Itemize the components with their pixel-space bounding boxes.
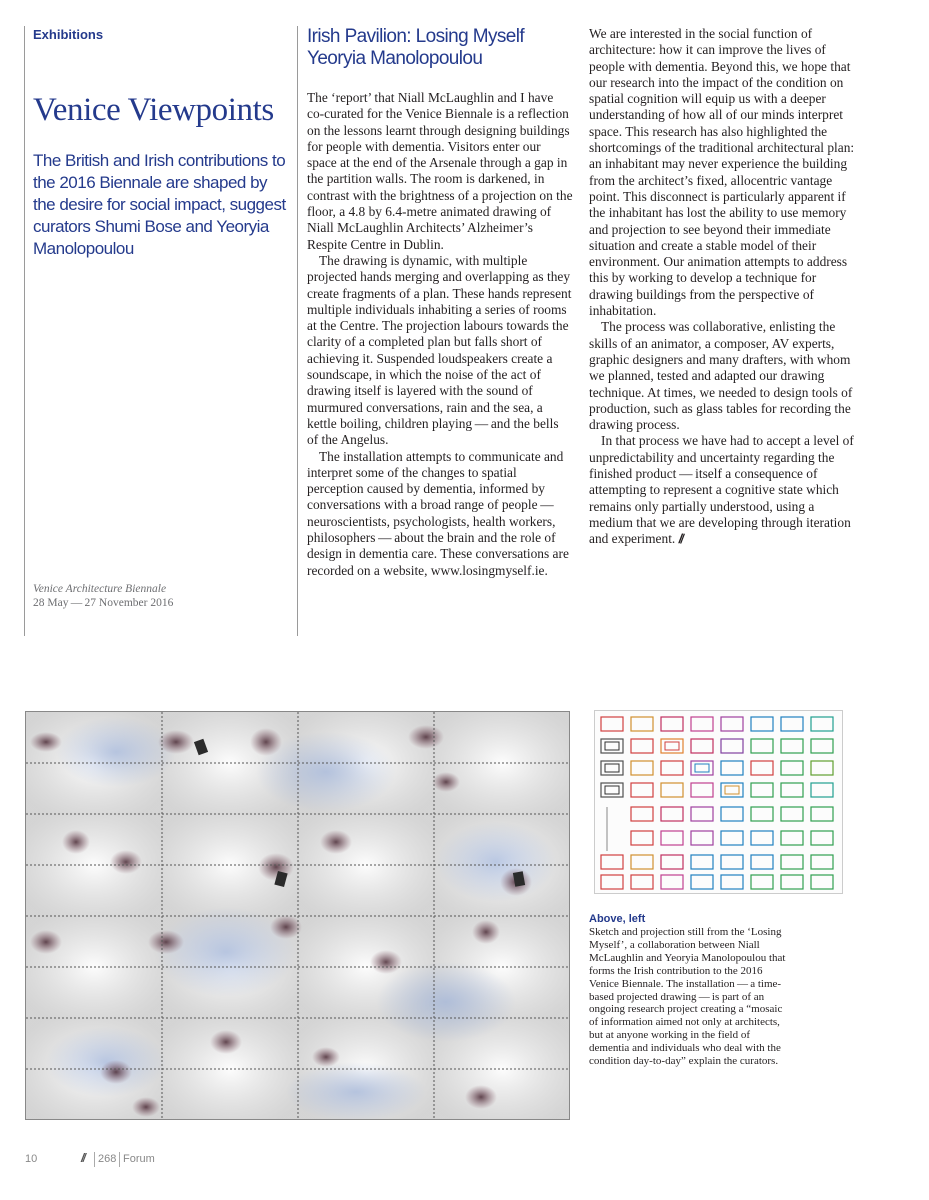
body-paragraph	[589, 433, 859, 547]
page-title: Venice Viewpoints	[33, 92, 274, 128]
article-title-line-1: Irish Pavilion: Losing Myself	[307, 26, 525, 47]
end-mark-icon: /̸	[678, 531, 683, 547]
body-paragraph: The ‘report’ that Niall McLaughlin and I have co-curated for the Venice Biennale is a reflection on the lessons learnt through designing buildings for people with dementia. Visitors enter our space at the end of the Arsenale through a gap in the partition walls. The room is darkened, in contrast with the brightness of a projection on the floor, a 4.8 by 6.4-metre animated drawing of Niall McLaughlin Architects’ Alzheimer’s Respite Centre in Dublin.	[307, 90, 573, 252]
divider	[119, 1152, 120, 1167]
body-paragraph: The installation attempts to communicate and interpret some of the changes to spatial perception caused by dementia, informed by conversations with a broad range of people — neuroscientists, psychologists, health workers, philosophers — about the brain and the role of design in dementia care. These conversations are recorded on a website, www.losingmyself.ie.	[307, 448, 569, 578]
event-dates: 28 May — 27 November 2016	[33, 597, 174, 609]
sketch-graphic	[595, 711, 843, 894]
event-info	[33, 582, 173, 610]
body-paragraph: We are interested in the social function of architecture: how it can improve the lives of people with dementia. Beyond this, we hope that our research into the impact of the condition on spatial cognition will equip us with a deeper understanding of how all of our minds interpret space. This research has also highlighted the shortcomings of the traditional architectural plan: an inhabitant may never experience the building from the architect’s fixed, allocentric vantage point. This disconnect is particularly apparent if the inhabitant has lost the ability to use memory and projection to see beyond their immediate situation and create a stable model of their environment. Our animation attempts to address this by working to develop a technique for drawing buildings from the perspective of inhabitation.	[589, 26, 855, 319]
projection-still-image	[25, 711, 570, 1120]
sketch-image	[594, 710, 843, 894]
body-paragraph: The process was collaborative, enlisting the skills of an animator, a composer, AV experts, graphic designers and many drafters, with whom we planned, tested and adapted our drawing technique. At times, we needed to design tools of production, such as glass tables for recording the drawing process.	[589, 319, 853, 433]
article-body-part-2	[589, 26, 859, 548]
article-title-line-2: Yeoryia Manolopoulou	[307, 48, 483, 69]
section-label: Exhibitions	[33, 27, 104, 42]
standfirst: The British and Irish contributions to the 2016 Biennale are shaped by the desire for social impact, suggest curators Shumi Bose and Yeoryia Manolopoulou	[33, 151, 286, 258]
projection-still-graphic	[26, 712, 570, 1120]
middle-column	[297, 26, 573, 636]
page-number: 10	[25, 1153, 38, 1165]
right-column	[589, 26, 859, 548]
article-title	[307, 26, 573, 70]
article-body-part-1	[307, 90, 573, 579]
footer-section: Forum	[123, 1153, 155, 1165]
issue-number: 268	[98, 1153, 117, 1165]
body-paragraph: The drawing is dynamic, with multiple projected hands merging and overlapping as they create fragments of a plan. These hands represent multiple individuals inhabiting a series of rooms at the Centre. The projection labours towards the clarity of a completed plan but falls short of achieving it. Suspended loudspeakers create a soundscape, in which the noise of the act of drawing itself is layered with the sound of murmured conversations, rain and the sea, a kettle boiling, children playing — and the bells of the Angelus.	[307, 252, 572, 448]
divider	[94, 1152, 95, 1167]
ar-logo-icon: /̸	[81, 1151, 85, 1165]
image-caption	[589, 913, 789, 1068]
body-paragraph-text: In that process we have had to accept a level of unpredictability and uncertainty regarding the finished product — itself a consequence of attempting to represent a cognitive state which remains only partially understood, using a medium that we are developing through iteration and experiment.	[589, 433, 854, 547]
event-name: Venice Architecture Biennale	[33, 583, 167, 595]
left-column	[24, 26, 286, 636]
caption-text: Sketch and projection still from the ‘Losing Myself’, a collaboration between Niall McLaughlin and Yeoryia Manolopoulou that forms the Irish contribution to the 2016 Venice Biennale. The installation — a time-based projected drawing — is part of an ongoing research project creating a “mosaic of information aimed not only at architects, but at anyone working in the field of dementia and individuals who deal with the condition day-to-day” explain the curators.	[589, 926, 786, 1068]
caption-title: Above, left	[589, 913, 646, 925]
